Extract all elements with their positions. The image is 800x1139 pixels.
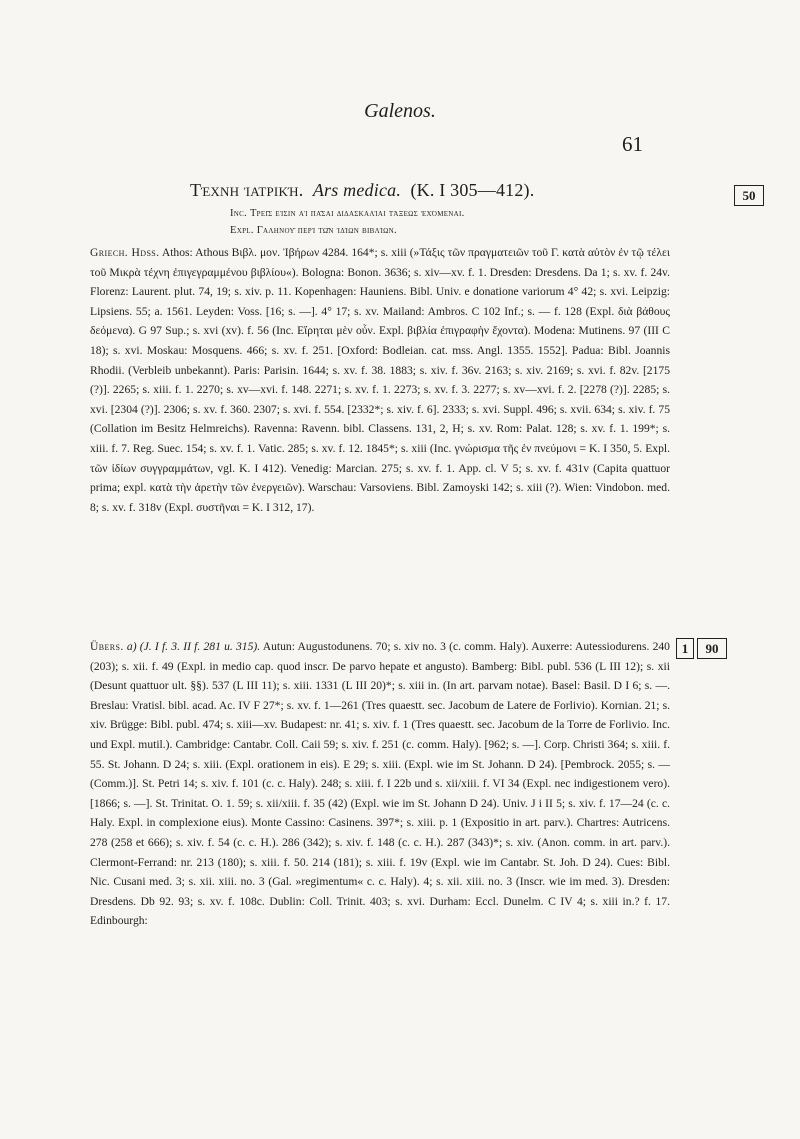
section-subhead-latin: a) (J. I f. 3. II f. 281 u. 315). — [123, 640, 261, 653]
reference-box-top: 50 — [734, 185, 764, 206]
running-title: Galenos. — [364, 100, 436, 122]
latin-translations-text: Autun: Augustodunens. 70; s. xiv no. 3 (c. comm. Haly). Auxerre: Autessiodurens. 240 (203); s. xii. f. 49 (Expl. in medio cap. quod inscr. De parvo hepate et angusto). Bamberg: Bibl. publ. 536 (L III 12); s. xii (Desunt quattuor ult. §§). 537 (L III 11); s. xiii. 1331 (L III 20)*; s. xiii in. (In art. parvam notae). Basel: Basil. D I 6; s. —. Breslau: Vratisl. bibl. acad. Ac. IV F 27*; s. xv. f. 1—261 (Tres quaestt. sec. Jacobum de Latere de Forlivio). Kornian. 21; s. xiv. Brügge: Bibl. publ. 474; s. xiii—xv. Budapest: nr. 41; s. xiv. f. 1 (Tres quaestt. sec. Jacobum de la Torre de Forlivio. Inc. und Expl. mutil.). Cambridge: Cantabr. Coll. Caii 59; s. xiv. f. 251 (c. comm. Haly). [962; s. —]. Corp. Christi 364; s. xiii. f. 55. St. Johann. D 24; s. xiii. (Expl. orationem in eis). E 29; s. xiii. (Expl. wie im St. Johann. D 24). [Pembrock. 2055; s. — (Comm.)]. St. Petri 14; s. xiv. f. 101 (c. c. Haly). 248; s. xiii. f. I 22b und s. xii/xiii. f. VI 34 (Expl. nec indigestionem vero). [1866; s. —]. St. Trinitat. O. 1. 59; s. xii/xiii. f. 35 (42) (Expl. wie im St. Johann D 24). Univ. J i II 5; s. xiv. f. 17—24 (c. c. Haly. Expl. in complexione eius). Monte Cassino: Casinens. 397*; s. xiii. p. 1 (Expositio in art. parv.). Chartres: Autricens. 278 (258 et 666); s. xiv. f. 54 (c. c. H.). 286 (342); s. xiv. f. 148 (c. c. H.). 287 (343)*; s. xiv. (Anon. comm. in art. parv.). Clermont-Ferrand: nr. 213 (180); s. xiii. f. 50. 214 (181); s. xiii. f. 19v (Expl. wie im Cantabr. St. Joh. D 24). Cues: Bibl. Nic. Cusani med. 3; s. xii. xiii. no. 3 (Gal. »regimentum« c. c. Haly). 4; s. xii. xiii. no. 3 (Inscr. wie im med. 3). Dresden: Dresdens. Db 92. 93; s. xv. f. 108c. Dublin: Coll. Trinit. 403; s. xvi. Durham: Eccl. Dunelm. C IV 4; s. xiii in.? f. 17. Edinbourgh: — [90, 640, 670, 928]
greek-manuscripts-section — [90, 243, 670, 517]
page-number: 61 — [622, 132, 643, 156]
reference-box-right: 90 — [697, 638, 727, 659]
greek-manuscripts-text: Athos: Athous Βιβλ. μον. Ἰβήρων 4284. 164*; s. xiii (»Τάξις τῶν πραγματειῶν τοῦ Γ. κατὰ αὐτὸν ἐν τῷ τέλει τοῦ Μικρὰ τέχνη ἐπιγεγραμμένου βιβλίου«). Bologna: Bonon. 3636; s. xiv—xv. f. 1. Dresden: Dresdens. Da 1; s. xv. f. 24v. Florenz: Laurent. plut. 74, 19; s. xiv. p. 11. Kopenhagen: Hauniens. Bibl. Univ. e donatione variorum 4° 42; s. xvi. Leipzig: Lipsiens. 55; a. 1561. Leyden: Voss. [16; s. —]. 4° 17; s. xv. Mailand: Ambros. C 102 Inf.; s. — f. 128 (Expl. διὰ βάθους δεόμενα). G 97 Sup.; s. xvi (xv). f. 56 (Inc. Εἴρηται μὲν οὖν. Expl. βιβλία ἐπιγραφὴν ἔχοντα). Modena: Mutinens. 97 (III C 18); s. xvi. Moskau: Mosquens. 466; s. xv. f. 251. [Oxford: Bodleian. cat. mss. Angl. 1355. 1552]. Padua: Bibl. Joannis Rhodii. (Verbleib unbekannt). Paris: Parisin. 1644; s. xv. f. 38. 1883; s. xiv. f. 36v. 2163; s. xiv. 2169; s. xvi. f. 82v. [2175 (?)]. 2265; s. xiii. f. 1. 2270; s. xv—xvi. f. 148. 2271; s. xv. f. 1. 2273; s. xv. f. 3. 2277; s. xv—xvi. f. 2. [2278 (?)]. 2285; s. xvi. [2304 (?)]. 2306; s. xv. f. 360. 2307; s. xvi. f. 554. [2332*; s. xiv. f. 6]. 2333; s. xvi. Suppl. 496; s. xvii. 634; s. xiv. f. 75 (Collation im Besitz Helmreichs). Ravenna: Ravenn. bibl. Classens. 131, 2, H; s. xv. Rom: Palat. 128; s. xv. f. 1. 199*; s. xiii. f. 7. Reg. Suec. 154; s. xv. f. 1. Vatic. 285; s. xv. f. 12. 1845*; s. xiii (Inc. γνώρισμα τῆς ἐν πνεύμονι = K. I 350, 5. Expl. τῶν ἰδίων συγγραμμάτων, vgl. K. I 412). Venedig: Marcian. 275; s. xv. f. 1. App. cl. V 5; s. xv. f. 431v (Capita quattuor prima; expl. κατὰ τὴν ἀρετὴν τῶν ἐνεργειῶν). Warschau: Varsoviens. Bibl. Zamoyski 142; s. xiii (?). Wien: Vindobon. med. 8; s. xv. f. 318v (Expl. συστῆναι = K. I 312, 17). — [90, 246, 670, 514]
work-title — [190, 180, 534, 201]
section-lead-greek: Griech. Hdss. — [90, 246, 160, 259]
reference-box-left: 1 — [676, 638, 694, 659]
latin-title: Ars medica. — [312, 180, 402, 200]
latin-translations-section — [90, 637, 670, 931]
kuehn-reference: (K. I 305—412). — [410, 180, 535, 200]
section-lead-latin: Übers. — [90, 640, 124, 653]
explicit: Expl. Γαληνοῦ περὶ τῶν ἰδίων βιβλίων. — [230, 225, 397, 236]
greek-title: Τέχνη ἰατρική. — [190, 180, 304, 200]
incipit: Inc. Τρεῖς εἰσιν αἱ πᾶσαι διδασκαλίαι τάξεως ἐχόμεναι. — [230, 208, 465, 219]
